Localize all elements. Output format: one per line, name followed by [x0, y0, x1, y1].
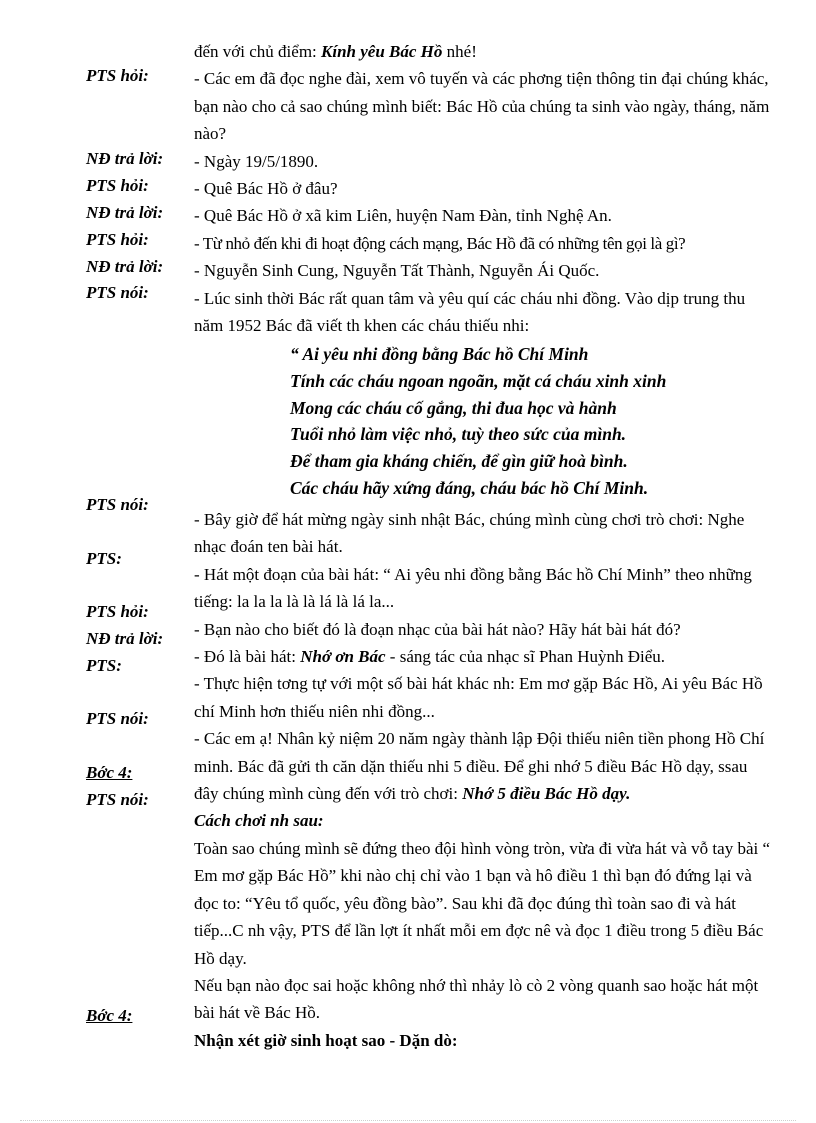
poem-line: “ Ai yêu nhi đồng bằng Bác hồ Chí Minh: [290, 344, 589, 364]
answer-hometown: - Quê Bác Hồ ở xã kim Liên, huyện Nam Đàn, tỉnh Nghệ An.: [194, 206, 612, 226]
dialogue-block-2: [194, 506, 774, 1054]
label-buoc-4: Bớc 4:: [86, 1006, 133, 1025]
theme-title: Kính yêu Bác Hồ: [321, 42, 443, 61]
statement-letter: - Lúc sinh thời Bác rất quan tâm và yêu quí các cháu nhi đồng. Vào dịp trung thu năm 1952 Bác đã viết th khen các cháu thiếu nhi:: [194, 288, 746, 336]
question-hometown: - Quê Bác Hồ ở đâu?: [194, 179, 338, 199]
label-pts-hoi: PTS hỏi:: [86, 230, 149, 249]
poem: [290, 341, 666, 502]
label-pts-noi: PTS nói:: [86, 790, 149, 809]
sing-instruction: - Hát một đoạn của bài hát: “ Ai yêu nhi đồng bằng Bác hồ Chí Minh” theo những tiếng: la la la là là lá là lá la...: [194, 564, 752, 612]
game-title: Nhớ 5 điều Bác Hồ dạy.: [462, 784, 631, 804]
game-intro: - Bây giờ để hát mừng ngày sinh nhật Bác, chúng mình cùng chơi trò chơi: Nghe nhạc đoán ten bài hát.: [194, 510, 745, 557]
how-to-play-heading: Cách chơi nh sau:: [194, 811, 324, 831]
intro-prefix: đến với chủ điểm:: [194, 42, 322, 61]
label-pts-hoi: PTS hỏi:: [86, 66, 149, 85]
question-names: - Từ nhỏ đến khi đi hoạt động cách mạng, Bác Hồ đã có những tên gọi là gì?: [194, 233, 686, 253]
label-nd-tra-loi: NĐ trả lời:: [86, 629, 164, 648]
label-pts-hoi: PTS hỏi:: [86, 176, 149, 195]
label-pts-noi: PTS nói:: [86, 495, 149, 514]
intro-suffix: nhé!: [442, 42, 477, 61]
dialogue-block-1: [194, 38, 774, 339]
five-teachings-intro: [194, 725, 774, 807]
answer-names: - Nguyễn Sinh Cung, Nguyễn Tất Thành, Nguyễn Ái Quốc.: [194, 261, 600, 281]
label-pts: PTS:: [86, 549, 122, 568]
closing-heading: Nhận xét giờ sinh hoạt sao - Dặn dò:: [194, 1030, 458, 1050]
song-answer-suffix: - sáng tác của nhạc sĩ Phan Huỳnh Điểu.: [385, 647, 666, 667]
page-bottom-divider: [20, 1120, 796, 1121]
penalty-text: Nếu bạn nào đọc sai hoặc không nhớ thì nhảy lò cò 2 vòng quanh sao hoặc hát một bài hát về Bác Hồ.: [194, 975, 759, 1023]
question-birthday: - Các em đã đọc nghe đài, xem vô tuyến và các phơng tiện thông tin đại chúng khác, bạn nào cho cả sao chúng mình biết: Bác Hồ của chúng ta sinh vào ngày, tháng, năm nào?: [194, 69, 770, 144]
song-answer-prefix: - Đó là bài hát:: [194, 647, 301, 667]
label-buoc-4: Bớc 4:: [86, 763, 133, 782]
label-nd-tra-loi: NĐ trả lời:: [86, 257, 164, 276]
poem-line: Mong các cháu cố gắng, thi đua học và hành: [290, 397, 617, 418]
label-pts-noi: PTS nói:: [86, 283, 149, 302]
repeat-instruction: - Thực hiện tơng tự với một số bài hát khác nh: Em mơ gặp Bác Hồ, Ai yêu Bác Hồ chí Minh hơn thiếu niên nhi đồng...: [194, 674, 763, 721]
poem-line: Tuổi nhỏ làm việc nhỏ, tuỳ theo sức của mình.: [290, 424, 627, 445]
label-pts: PTS:: [86, 656, 122, 675]
label-nd-tra-loi: NĐ trả lời:: [86, 203, 164, 222]
song-answer: [194, 643, 774, 670]
label-pts-hoi: PTS hỏi:: [86, 602, 149, 621]
label-pts-noi: PTS nói:: [86, 709, 149, 728]
intro-line: [194, 38, 774, 65]
answer-birthday: - Ngày 19/5/1890.: [194, 151, 319, 171]
how-to-play-text: Toàn sao chúng mình sẽ đứng theo đội hình vòng tròn, vừa đi vừa hát và vỗ tay bài “ Em mơ gặp Bác Hồ” khi nào chị chỉ vào 1 bạn và hô điều 1 thì bạn đó đứng lại và đọc to: “Yêu tổ quốc, yêu đồng bào”. Sau khi đã đọc đúng thì toàn sao đi và hát tiếp...C nh vậy, PTS để lần lợt ít nhất mỗi em đợc nê và đọc 1 điều trong 5 điều Bác Hồ dạy.: [194, 838, 771, 968]
poem-line: Các cháu hãy xứng đáng, cháu bác hồ Chí Minh.: [290, 477, 649, 498]
song-question: - Bạn nào cho biết đó là đoạn nhạc của bài hát nào? Hãy hát bài hát đó?: [194, 619, 681, 639]
poem-line: Tính các cháu ngoan ngoãn, mặt cá cháu xinh xinh: [290, 370, 667, 391]
label-nd-tra-loi: NĐ trả lời:: [86, 149, 164, 168]
poem-line: Để tham gia kháng chiến, để gìn giữ hoà bình.: [290, 451, 628, 472]
song-title: Nhớ ơn Bác: [300, 647, 386, 667]
five-teachings-prefix: - Các em ạ! Nhân kỷ niệm 20 năm ngày thành lập Đội thiếu niên tiền phong Hồ Chí minh. Bác đã gửi th căn dặn thiếu nhi 5 điều. Để ghi nhớ 5 điều Bác Hồ dạy, ssau đây chúng mình cùng đến với trò chơi:: [194, 729, 765, 804]
